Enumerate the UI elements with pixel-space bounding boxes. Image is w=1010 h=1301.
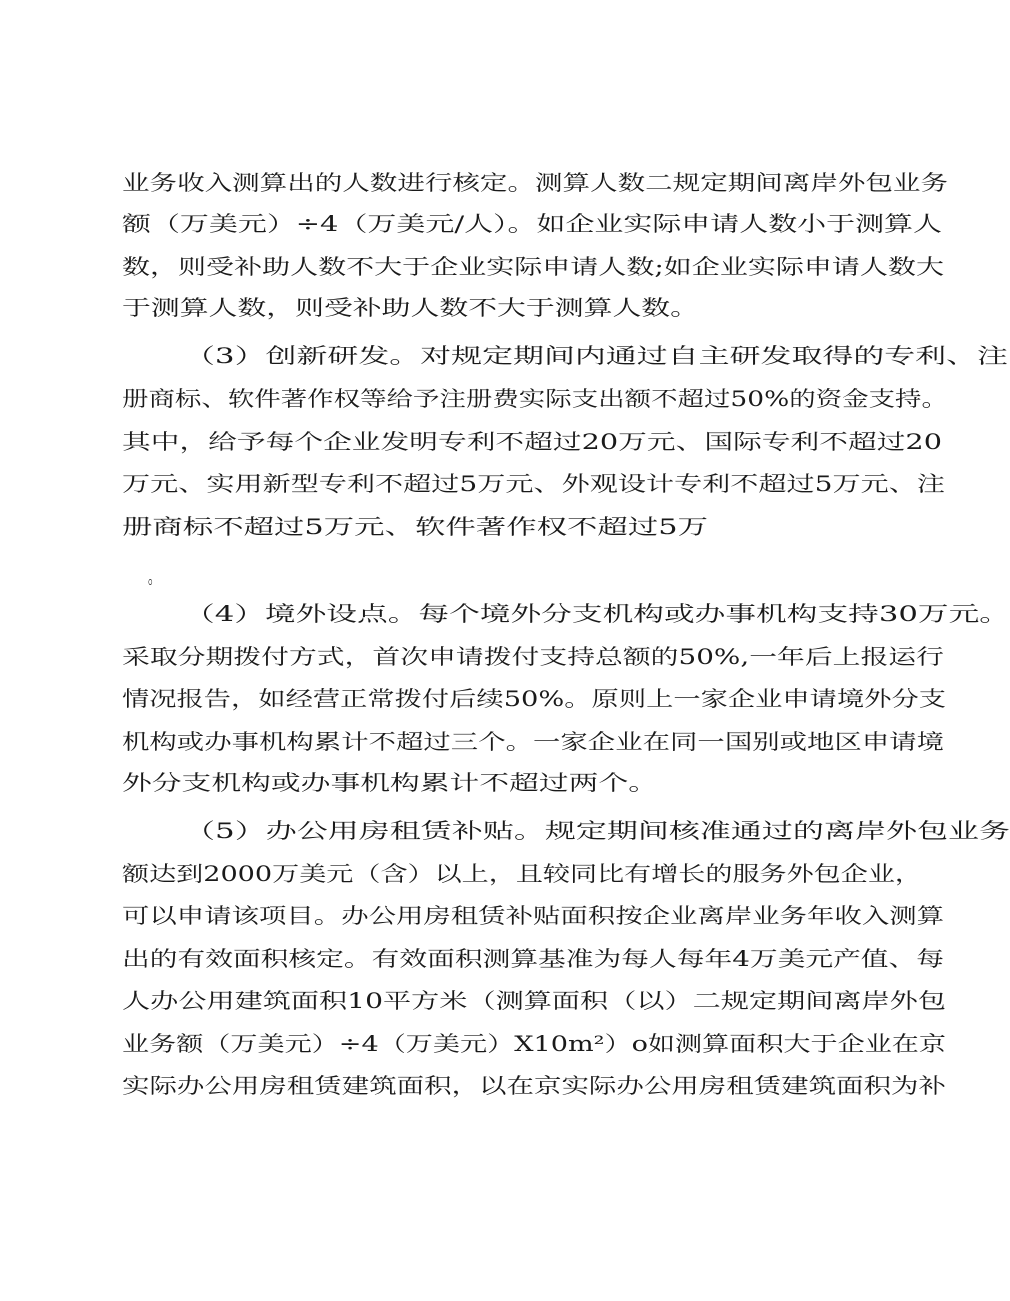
line-text: 业务额（万美元）÷4（万美元）X10m²）o如测算面积大于企业在京: [122, 1032, 946, 1056]
text-line: [0, 855, 923, 893]
text-line: [0, 982, 946, 1020]
line-text: 业务收入测算出的人数进行核定。测算人数二规定期间离岸外包业务: [122, 171, 948, 195]
text-line: [0, 940, 945, 978]
line-text: 情况报告，如经营正常拨付后续50%。原则上一家企业申请境外分支: [122, 687, 947, 711]
text-line: [0, 812, 1010, 850]
line-text: 册商标、软件著作权等给予注册费实际支出额不超过50%的资金支持。: [122, 387, 948, 411]
text-line: [0, 164, 948, 202]
text-line: [0, 205, 942, 243]
text-line: [0, 1067, 946, 1105]
line-text: 万元、实用新型专利不超过5万元、外观设计专利不超过5万元、注: [122, 472, 946, 496]
text-line: [0, 764, 920, 802]
text-line: [0, 380, 948, 418]
line-text: 机构或办事机构累计不超过三个。一家企业在同一国别或地区申请境: [122, 730, 945, 754]
line-text: 于测算人数，则受补助人数不大于测算人数。: [122, 296, 699, 320]
line-text: 其中，给予每个企业发明专利不超过20万元、国际专利不超过20: [122, 430, 942, 454]
line-text: 可以申请该项目。办公用房租赁补贴面积按企业离岸业务年收入测算: [122, 904, 945, 928]
line-text: （3）创新研发。对规定期间内通过自主研发取得的专利、注: [184, 344, 1008, 368]
text-line: [0, 289, 920, 327]
text-line: [0, 465, 946, 503]
line-text: 额（万美元）÷4（万美元/人）。如企业实际申请人数小于测算人: [122, 212, 942, 236]
text-line: [0, 248, 944, 286]
line-text: 人办公用建筑面积10平方米（测算面积（以）二规定期间离岸外包: [122, 989, 946, 1013]
line-text: 额达到2000万美元（含）以上，且较同比有增长的服务外包企业，: [122, 862, 923, 886]
line-text: （4）境外设点。每个境外分支机构或办事机构支持30万元。: [184, 602, 1010, 626]
text-line: [0, 595, 1010, 633]
line-text: 实际办公用房租赁建筑面积，以在京实际办公用房租赁建筑面积为补: [122, 1074, 946, 1098]
line-text: 册商标不超过5万元、软件著作权不超过5万: [122, 515, 709, 539]
text-line: [0, 423, 942, 461]
text-line: [0, 638, 944, 676]
text-line: [0, 897, 945, 935]
line-text: （5）办公用房租赁补贴。规定期间核准通过的离岸外包业务: [184, 819, 1010, 843]
text-line: [0, 1025, 946, 1063]
line-text: 外分支机构或办事机构累计不超过两个。: [122, 771, 659, 795]
line-text: 数，则受补助人数不大于企业实际申请人数;如企业实际申请人数大: [122, 255, 944, 279]
text-line: [0, 680, 947, 718]
line-text: 采取分期拨付方式，首次申请拨付支持总额的50%,一年后上报运行: [122, 645, 944, 669]
text-line: [0, 557, 920, 595]
text-line: [0, 508, 920, 546]
text-line: [0, 337, 1008, 375]
text-line: [0, 723, 945, 761]
line-text: 出的有效面积核定。有效面积测算基准为每人每年4万美元产值、每: [122, 947, 945, 971]
line-text: 。: [148, 564, 161, 588]
